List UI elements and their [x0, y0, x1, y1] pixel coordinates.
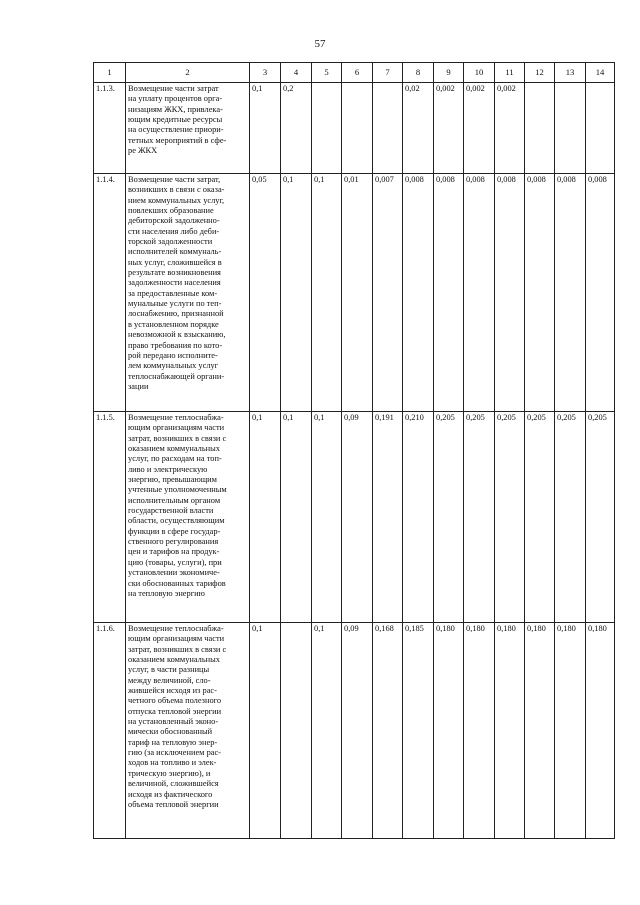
value-cell [373, 83, 403, 174]
description-line: учтенные уполномоченным [128, 485, 227, 495]
header-cell: 5 [312, 63, 342, 83]
value-cell: 0,008 [403, 174, 434, 412]
description-line: торской задолженности [128, 237, 213, 247]
description-line: рой передано исполните- [128, 350, 218, 360]
description-line: ре ЖКХ [128, 146, 158, 156]
value-cell: 0,02 [403, 83, 434, 174]
value-cell: 0,180 [464, 623, 495, 839]
description-line: государственной власти [128, 506, 214, 516]
value-cell: 0,008 [434, 174, 464, 412]
description-line: невозможной к взысканию, [128, 330, 226, 340]
value-cell: 0,191 [373, 412, 403, 623]
header-cell: 14 [586, 63, 615, 83]
description-line: на тепловую энергию [128, 588, 205, 598]
description-line: функции в сфере государ- [128, 526, 221, 536]
value-cell: 0,008 [586, 174, 615, 412]
header-cell: 6 [342, 63, 373, 83]
value-cell: 0,008 [495, 174, 525, 412]
row-code: 1.1.3. [94, 83, 126, 174]
description-line: между величиной, сло- [128, 675, 211, 685]
description-line: на установленный эконо- [128, 717, 219, 727]
value-cell: 0,210 [403, 412, 434, 623]
value-cell: 0,01 [342, 174, 373, 412]
header-cell: 8 [403, 63, 434, 83]
row-description [126, 174, 250, 412]
value-cell: 0,168 [373, 623, 403, 839]
description-line: услуг, по расходам на топ- [128, 454, 222, 464]
header-cell: 10 [464, 63, 495, 83]
page-number: 57 [314, 38, 326, 50]
description-line: ных услуг, сложившейся в [128, 257, 222, 267]
table-row [94, 412, 615, 623]
value-cell: 0,1 [281, 174, 312, 412]
description-line: ски обоснованных тарифов [128, 578, 226, 588]
description-line: сти населения либо деби- [128, 226, 220, 236]
description-line: дебиторской задолженно- [128, 216, 220, 226]
description-line: Возмещение части затрат [128, 84, 219, 93]
value-cell: 0,1 [312, 412, 342, 623]
budget-table [93, 62, 615, 839]
description-line: лоснабжению, признанной [128, 309, 224, 319]
value-cell: 0,1 [312, 174, 342, 412]
row-code: 1.1.5. [94, 412, 126, 623]
header-cell: 1 [94, 63, 126, 83]
value-cell: 0,008 [464, 174, 495, 412]
description-line: установлении экономиче- [128, 568, 220, 578]
header-cell: 2 [126, 63, 250, 83]
header-cell: 3 [250, 63, 281, 83]
value-cell: 0,205 [495, 412, 525, 623]
value-cell: 0,180 [525, 623, 555, 839]
description-line: затрат, возникших в связи с [128, 433, 227, 443]
description-line: ющим кредитные ресурсы [128, 115, 223, 125]
row-code: 1.1.4. [94, 174, 126, 412]
value-cell: 0,180 [434, 623, 464, 839]
value-cell: 0,007 [373, 174, 403, 412]
table-body [94, 83, 615, 839]
value-cell: 0,09 [342, 623, 373, 839]
description-line: ющим организациям части [128, 634, 225, 644]
description-line: тариф на тепловую энер- [128, 737, 218, 747]
description-line: четного объема полезного [128, 696, 222, 706]
description-line: энергию, превышающим [128, 475, 217, 485]
description-line: объема тепловой энергии [128, 799, 219, 809]
value-cell: 0,205 [464, 412, 495, 623]
description-line: в установленном порядке [128, 319, 219, 329]
value-cell: 0,002 [434, 83, 464, 174]
header-cell: 11 [495, 63, 525, 83]
description-line: задолженности населения [128, 278, 221, 288]
description-line: Возмещение части затрат, [128, 175, 221, 184]
value-cell: 0,205 [586, 412, 615, 623]
description-line: оказанием коммунальных [128, 444, 220, 454]
header-cell: 12 [525, 63, 555, 83]
description-line: Возмещение теплоснабжа- [128, 624, 224, 633]
description-line: Возмещение теплоснабжа- [128, 413, 224, 422]
description-line: возникших в связи с оказа- [128, 185, 225, 195]
description-line: исполнителей коммуналь- [128, 247, 222, 257]
description-line: цию (товары, услуги), при [128, 557, 222, 567]
value-cell [555, 83, 586, 174]
value-cell: 0,185 [403, 623, 434, 839]
description-line: оказанием коммунальных [128, 655, 220, 665]
value-cell: 0,180 [586, 623, 615, 839]
description-line: затрат, возникших в связи с [128, 644, 227, 654]
value-cell: 0,1 [250, 623, 281, 839]
header-cell: 9 [434, 63, 464, 83]
description-line: ливо и электрическую [128, 464, 208, 474]
value-cell: 0,002 [495, 83, 525, 174]
row-code: 1.1.6. [94, 623, 126, 839]
description-line: на осуществление приори- [128, 125, 224, 135]
description-line: исполнительным органом [128, 495, 221, 505]
description-line: жившейся исходя из рас- [128, 686, 217, 696]
table-row [94, 623, 615, 839]
description-line: ственного регулирования [128, 537, 219, 547]
value-cell: 0,1 [281, 412, 312, 623]
value-cell: 0,1 [250, 83, 281, 174]
value-cell [281, 623, 312, 839]
row-description [126, 412, 250, 623]
header-cell: 4 [281, 63, 312, 83]
description-line: зации [128, 381, 149, 391]
header-cell: 7 [373, 63, 403, 83]
value-cell: 0,205 [525, 412, 555, 623]
description-line: за предоставленные ком- [128, 288, 218, 298]
description-line: лем коммунальных услуг [128, 361, 219, 371]
value-cell: 0,205 [555, 412, 586, 623]
value-cell: 0,002 [464, 83, 495, 174]
description-line: гию (за исключением рас- [128, 748, 221, 758]
header-row [94, 63, 615, 83]
description-line: теплоснабжающей органи- [128, 371, 225, 381]
description-line: тетных мероприятий в сфе- [128, 135, 227, 145]
description-line: мунальные услуги по теп- [128, 299, 222, 309]
value-cell [525, 83, 555, 174]
value-cell: 0,05 [250, 174, 281, 412]
description-line: низациям ЖКХ, привлека- [128, 104, 223, 114]
description-line: величиной, сложившейся [128, 779, 219, 789]
value-cell [342, 83, 373, 174]
description-line: нием коммунальных услуг, [128, 195, 225, 205]
header-cell: 13 [555, 63, 586, 83]
value-cell: 0,205 [434, 412, 464, 623]
value-cell: 0,180 [495, 623, 525, 839]
description-line: области, осуществляющим [128, 516, 225, 526]
description-line: результате возникновения [128, 268, 221, 278]
value-cell: 0,008 [525, 174, 555, 412]
row-description [126, 83, 250, 174]
description-line: исходя из фактического [128, 789, 213, 799]
value-cell: 0,09 [342, 412, 373, 623]
description-line: ходов на топливо и элек- [128, 758, 217, 768]
value-cell [586, 83, 615, 174]
value-cell: 0,008 [555, 174, 586, 412]
value-cell: 0,2 [281, 83, 312, 174]
table-row [94, 83, 615, 174]
description-line: право требования по кото- [128, 340, 223, 350]
row-description [126, 623, 250, 839]
value-cell: 0,180 [555, 623, 586, 839]
description-line: повлекших образование [128, 206, 214, 216]
description-line: на уплату процентов орга- [128, 94, 223, 104]
description-line: отпуска тепловой энергии [128, 706, 222, 716]
description-line: услуг, в части разницы [128, 665, 210, 675]
table-row [94, 174, 615, 412]
description-line: трическую энергию), и [128, 768, 211, 778]
description-line: мически обоснованный [128, 727, 213, 737]
value-cell: 0,1 [312, 623, 342, 839]
description-line: ющим организациям части [128, 423, 225, 433]
value-cell: 0,1 [250, 412, 281, 623]
description-line: цен и тарифов на продук- [128, 547, 220, 557]
value-cell [312, 83, 342, 174]
